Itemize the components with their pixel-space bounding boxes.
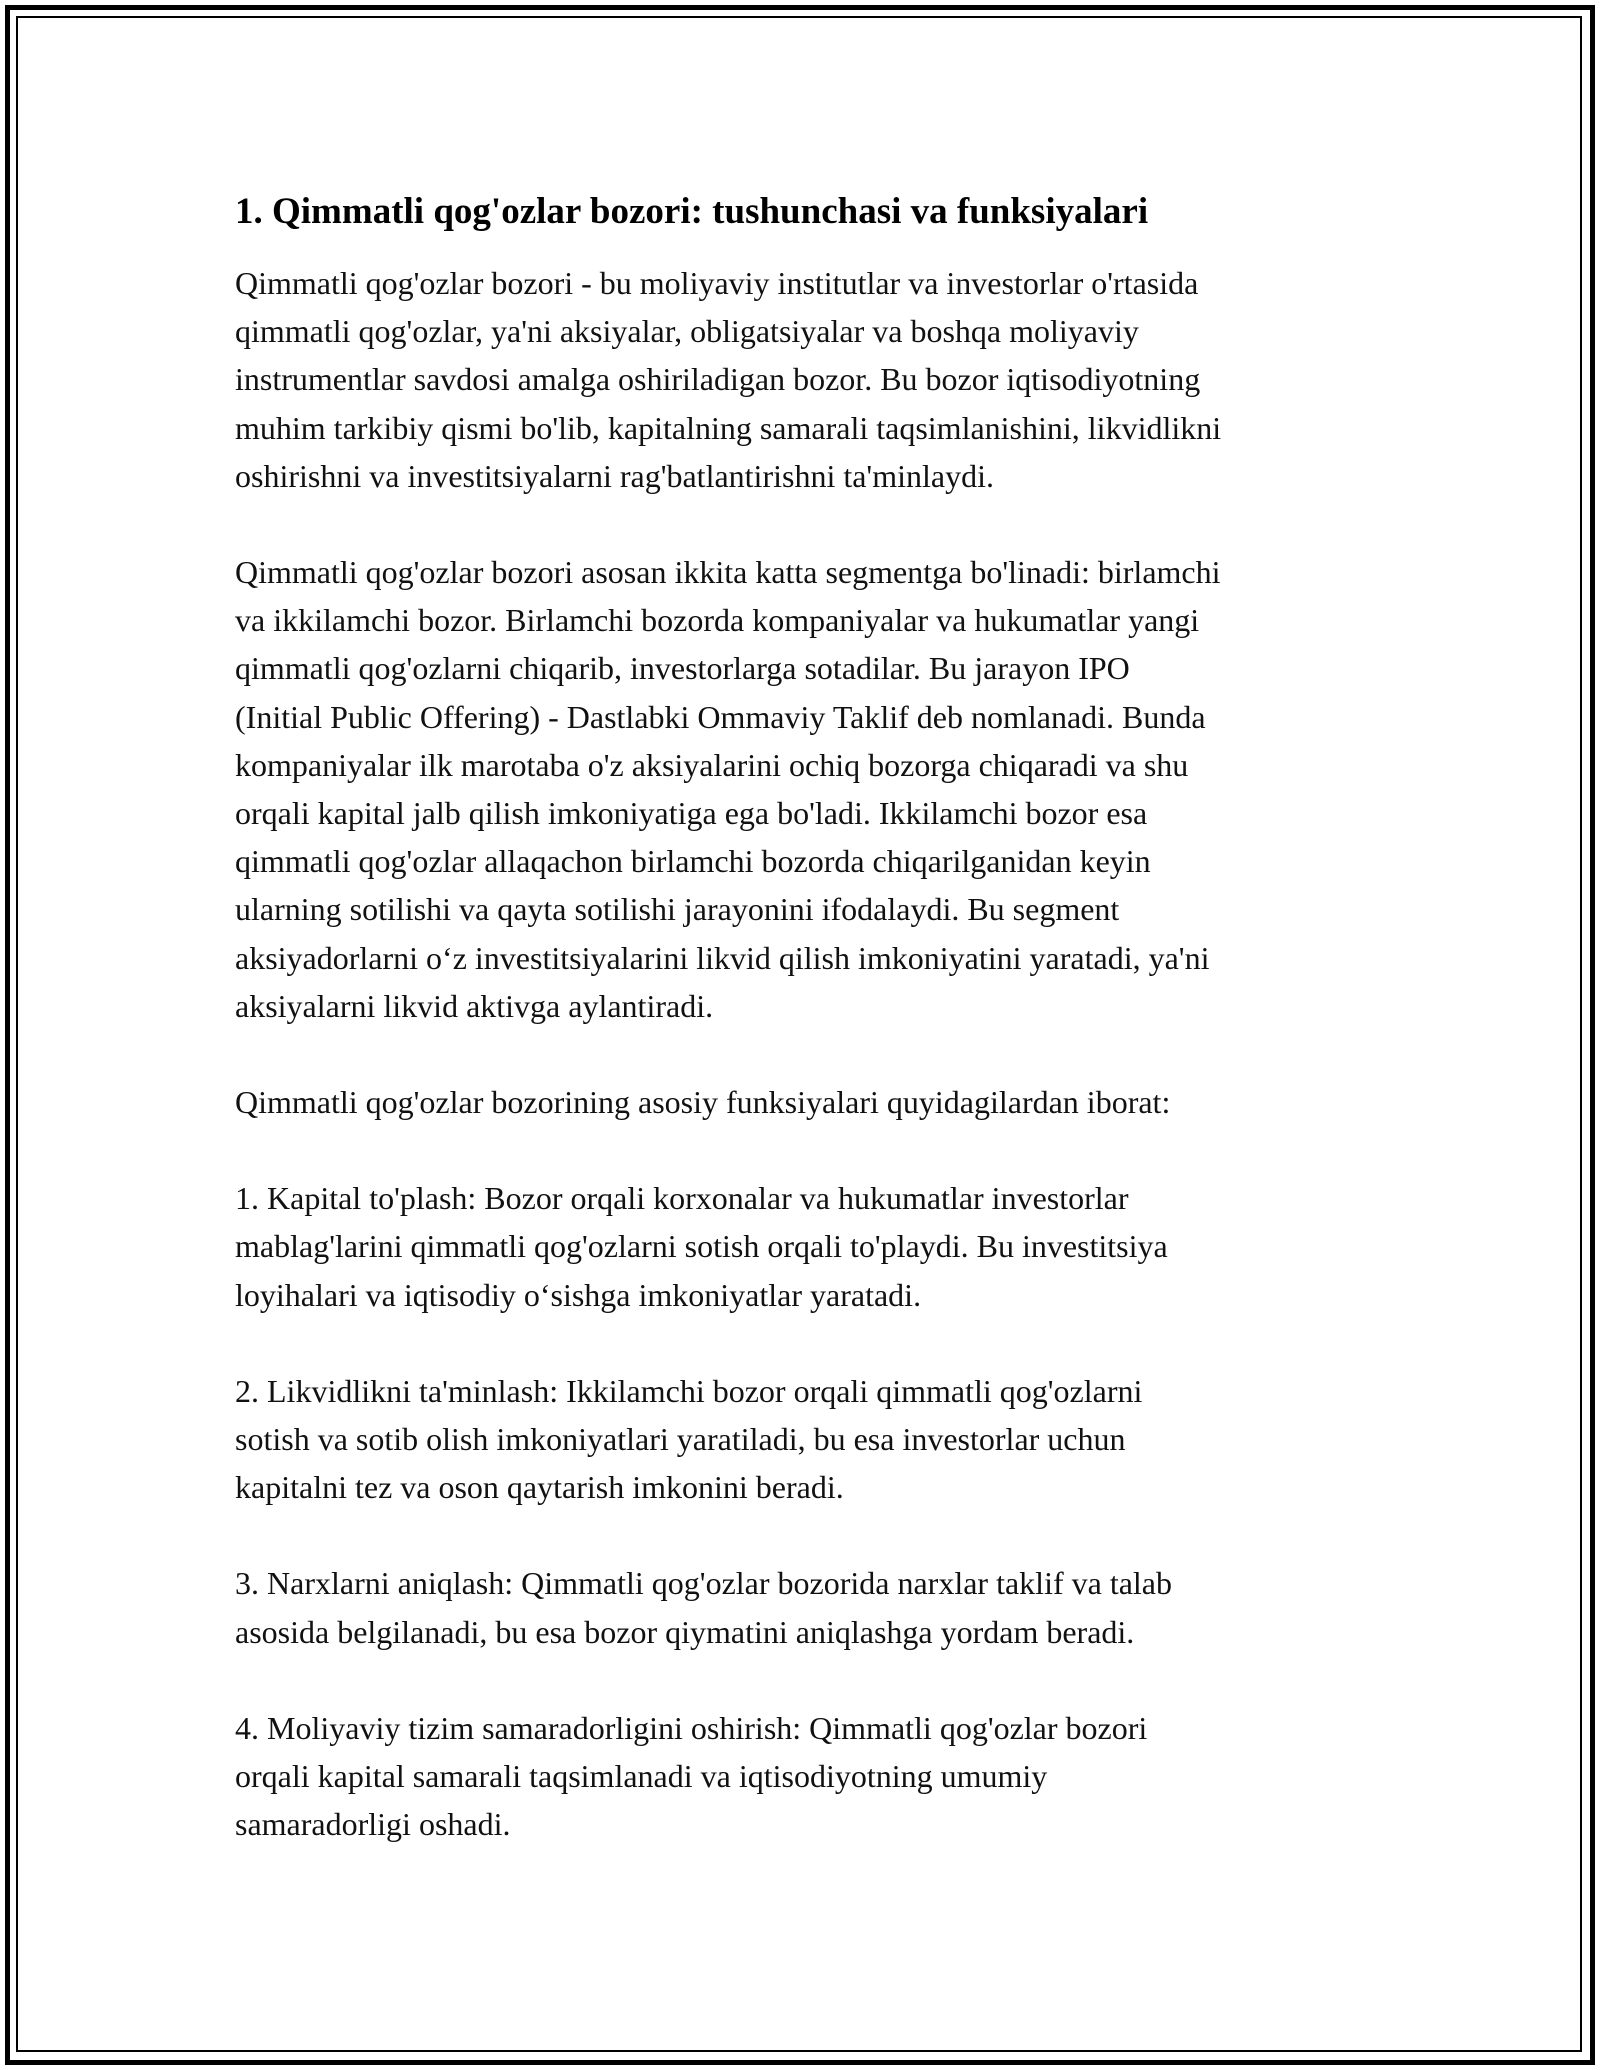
text-line: mablag'larini qimmatli qog'ozlarni sotish orqali to'playdi. Bu investitsiya	[235, 1228, 1168, 1265]
text-line: aksiyalarni likvid aktivga aylantiradi.	[235, 987, 714, 1024]
text-line: orqali kapital samarali taqsimlanadi va iqtisodiyotning umumiy	[235, 1758, 1048, 1795]
text-line: 2. Likvidlikni ta'minlash: Ikkilamchi bozor orqali qimmatli qog'ozlarni	[235, 1372, 1143, 1409]
text-line: 1. Kapital to'plash: Bozor orqali korxonalar va hukumatlar investorlar	[235, 1180, 1129, 1217]
text-line: va ikkilamchi bozor. Birlamchi bozorda kompaniyalar va hukumatlar yangi	[235, 602, 1200, 639]
function-item-pricing	[235, 1559, 1385, 1655]
function-item-capital	[235, 1174, 1385, 1319]
text-line: kapitalni tez va oson qaytarish imkonini beradi.	[235, 1469, 844, 1506]
text-line: oshirishni va investitsiyalarni rag'batlantirishni ta'minlaydi.	[235, 457, 994, 494]
section-heading: 1. Qimmatli qog'ozlar bozori: tushunchasi va funksiyalari	[235, 191, 1149, 232]
document-body	[235, 259, 1385, 1848]
text-line: Qimmatli qog'ozlar bozorining asosiy funksiyalari quyidagilardan iborat:	[235, 1084, 1171, 1121]
text-line: ularning sotilishi va qayta sotilishi jarayonini ifodalaydi. Bu segment	[235, 891, 1120, 928]
text-line: Qimmatli qog'ozlar bozori asosan ikkita katta segmentga bo'linadi: birlamchi	[235, 554, 1221, 591]
text-line: muhim tarkibiy qismi bo'lib, kapitalning samarali taqsimlanishini, likvidlikni	[235, 409, 1222, 446]
text-line: qimmatli qog'ozlar, ya'ni aksiyalar, obligatsiyalar va boshqa moliyaviy	[235, 313, 1139, 350]
text-line: 4. Moliyaviy tizim samaradorligini oshirish: Qimmatli qog'ozlar bozori	[235, 1709, 1148, 1746]
text-line: aksiyadorlarni o‘z investitsiyalarini likvid qilish imkoniyatini yaratadi, ya'ni	[235, 939, 1210, 976]
text-line: loyihalari va iqtisodiy o‘sishga imkoniyatlar yaratadi.	[235, 1276, 922, 1313]
function-item-liquidity	[235, 1367, 1385, 1512]
text-line: 3. Narxlarni aniqlash: Qimmatli qog'ozlar bozorida narxlar taklif va talab	[235, 1565, 1172, 1602]
text-line: instrumentlar savdosi amalga oshiriladigan bozor. Bu bozor iqtisodiyotning	[235, 361, 1201, 398]
text-line: asosida belgilanadi, bu esa bozor qiymatini aniqlashga yordam beradi.	[235, 1613, 1135, 1650]
text-line: sotish va sotib olish imkoniyatlari yaratiladi, bu esa investorlar uchun	[235, 1421, 1126, 1458]
text-line: qimmatli qog'ozlarni chiqarib, investorlarga sotadilar. Bu jarayon IPO	[235, 650, 1130, 687]
text-line: qimmatli qog'ozlar allaqachon birlamchi bozorda chiqarilganidan keyin	[235, 843, 1151, 880]
text-line: (Initial Public Offering) - Dastlabki Ommaviy Taklif deb nomlanadi. Bunda	[235, 698, 1206, 735]
text-line: Qimmatli qog'ozlar bozori - bu moliyaviy institutlar va investorlar o'rtasida	[235, 265, 1199, 301]
intro-paragraph	[235, 259, 1385, 500]
function-item-efficiency	[235, 1704, 1385, 1849]
segments-paragraph	[235, 548, 1385, 1030]
text-line: orqali kapital jalb qilish imkoniyatiga ega bo'ladi. Ikkilamchi bozor esa	[235, 795, 1148, 832]
text-line: kompaniyalar ilk marotaba o'z aksiyalarini ochiq bozorga chiqaradi va shu	[235, 746, 1189, 783]
document-page	[235, 188, 1385, 1896]
functions-intro-paragraph	[235, 1078, 1385, 1126]
text-line: samaradorligi oshadi.	[235, 1806, 511, 1843]
